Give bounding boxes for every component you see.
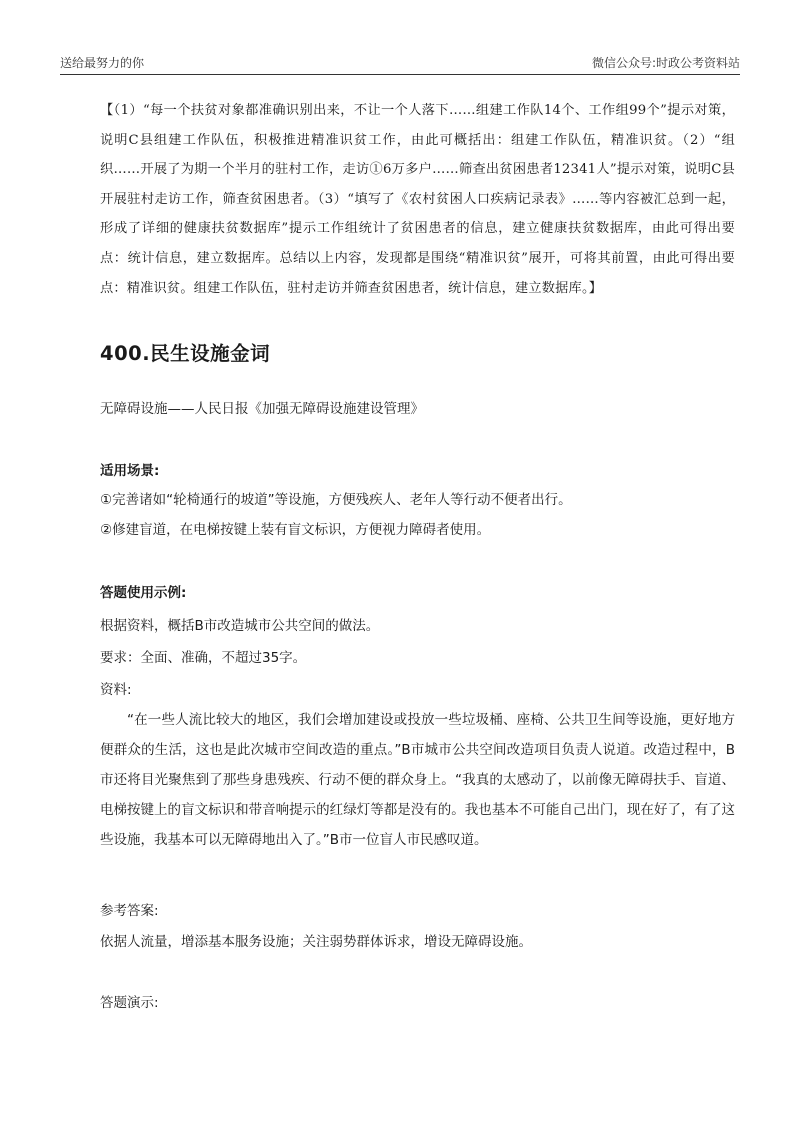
material-label: 资料: [100,682,132,698]
example-question: 根据资料，概括B市改造城市公共空间的做法。 [100,618,380,634]
term-line: 无障碍设施——人民日报《加强无障碍设施建设管理》 [100,401,424,417]
material-paragraph: “在一些人流比较大的地区，我们会增加建设或投放一些垃圾桶、座椅、公共卫生间等设施，更好地方便群众的生活，这也是此次城市空间改造的重点。”B市城市公共空间改造项目负责人说道。改造过程中，B市还将目光聚焦到了那些身患残疾、行动不便的群众身上。“我真的太感动了，以前像无障碍扶手、盲道、电梯按键上的盲文标识和带音响提示的红绿灯等都是没有的。我也基本不可能自己出门，现在好了，有了这些设施，我基本可以无障碍地出入了。”B市一位盲人市民感叹道。 [100,712,735,848]
section-title: 400.民生设施金词 [100,342,271,365]
header-left-text: 送给最努力的你 [60,55,145,70]
answer-text: 依据人流量，增添基本服务设施；关注弱势群体诉求，增设无障碍设施。 [100,934,532,950]
demo-label: 答题演示: [100,995,159,1011]
header-right-text: 微信公众号:时政公考资料站 [591,55,740,70]
example-requirement: 要求：全面、准确，不超过35字。 [100,650,307,666]
scenes-label: 适用场景: [100,463,160,479]
page-header [60,52,740,72]
example-label: 答题使用示例: [100,585,187,601]
answer-label: 参考答案: [100,903,159,919]
scene-item-1: ①完善诸如“轮椅通行的坡道”等设施，方便残疾人、老年人等行动不便者出行。 [100,492,572,508]
header-divider [60,74,740,75]
scene-item-2: ②修建盲道，在电梯按键上装有盲文标识，方便视力障碍者使用。 [100,522,491,538]
analysis-paragraph: 【（1）“每一个扶贫对象都准确识别出来，不让一个人落下……组建工作队14个、工作组99个”提示对策，说明C县组建工作队伍，积极推进精准识贫工作，由此可概括出：组建工作队伍，精准识贫。（2）“组织……开展了为期一个半月的驻村工作，走访①6万多户……筛查出贫困患者12341人”提示对策，说明C县开展驻村走访工作，筛查贫困患者。（3）“填写了《农村贫困人口疾病记录表》……等内容被汇总到一起，形成了详细的健康扶贫数据库”提示工作组统计了贫困患者的信息，建立健康扶贫数据库，由此可得出要点：统计信息，建立数据库。总结以上内容，发现都是围绕“精准识贫”展开，可将其前置，由此可得出要点：精准识贫。组建工作队伍，驻村走访并筛查贫困患者，统计信息，建立数据库。】 [100,103,735,296]
